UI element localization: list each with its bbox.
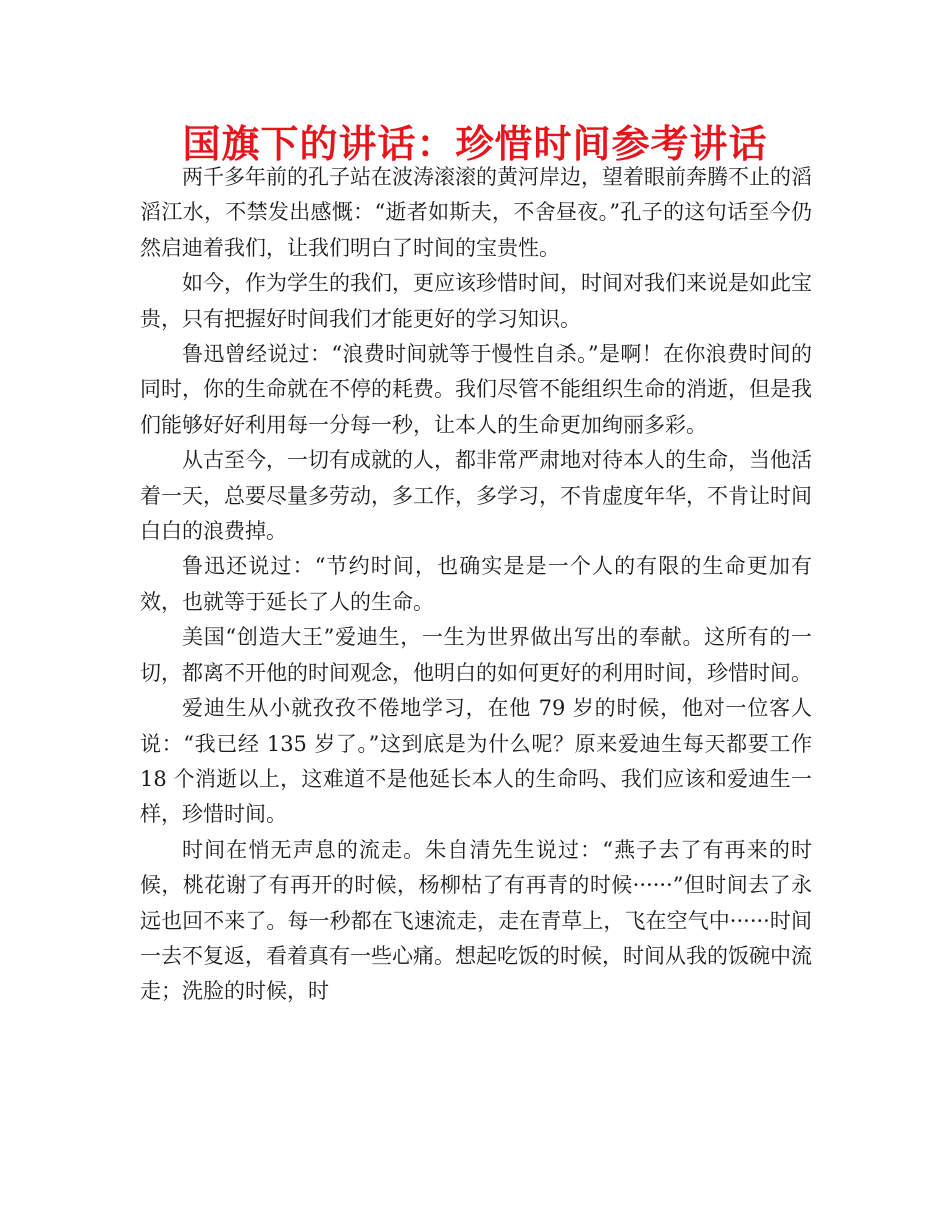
paragraph-7: 爱迪生从小就孜孜不倦地学习，在他 79 岁的时候，他对一位客人说：“我已经 135 岁了。”这到底是为什么呢？原来爱迪生每天都要工作 18 个消逝以上，这难道不是他延长本人的生命吗、我们应该和爱迪生一样，珍惜时间。 [140,696,812,827]
paragraph-3: 鲁迅曾经说过：“浪费时间就等于慢性自杀。”是啊！在你浪费时间的同时，你的生命就在不停的耗费。我们尽管不能组织生命的消逝，但是我们能够好好利用每一分每一秒，让本人的生命更加绚丽多彩。 [140,342,812,437]
document-body [140,160,812,1010]
paragraph-2: 如今，作为学生的我们，更应该珍惜时间，时间对我们来说是如此宝贵，只有把握好时间我们才能更好的学习知识。 [140,271,812,331]
paragraph-8: 时间在悄无声息的流走。朱自清先生说过：“燕子去了有再来的时候，桃花谢了有再开的时候，杨柳枯了有再青的时候······”但时间去了永远也回不来了。每一秒都在飞速流走，走在青草上，飞在空气中······时间一去不复返，看着真有一些心痛。想起吃饭的时候，时间从我的饭碗中流走；洗脸的时候，时 [140,837,812,1004]
document-title: 国旗下的讲话：珍惜时间参考讲话 [182,122,768,166]
paragraph-5: 鲁迅还说过：“节约时间，也确实是是一个人的有限的生命更加有效，也就等于延长了人的生命。 [140,554,812,614]
paragraph-1: 两千多年前的孔子站在波涛滚滚的黄河岸边，望着眼前奔腾不止的滔滔江水，不禁发出感慨：“逝者如斯夫，不舍昼夜。”孔子的这句话至今仍然启迪着我们，让我们明白了时间的宝贵性。 [140,165,812,260]
paragraph-4: 从古至今，一切有成就的人，都非常严肃地对待本人的生命，当他活着一天，总要尽量多劳动，多工作，多学习，不肯虚度年华，不肯让时间白白的浪费掉。 [140,448,812,544]
paragraph-6: 美国“创造大王”爱迪生，一生为世界做出写出的奉献。这所有的一切，都离不开他的时间观念，他明白的如何更好的利用时间，珍惜时间。 [140,625,812,685]
